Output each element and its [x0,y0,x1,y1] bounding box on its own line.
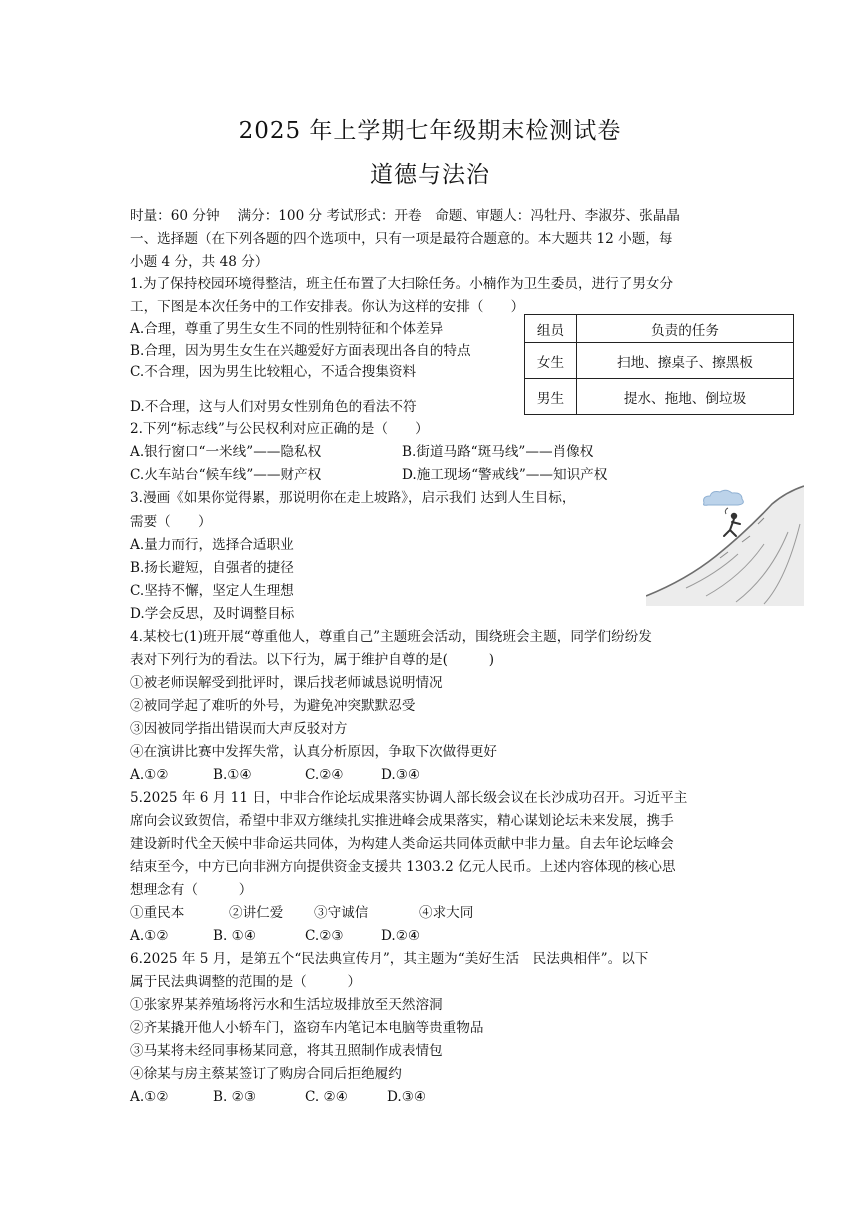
question-4-option-a: A.①② [130,767,169,783]
question-5-stem: 5.2025 年 6 月 11 日，中非合作论坛成果落实协调人部长级会议在长沙成功召开。习近平主 [130,790,688,806]
question-1-stem: 工，下图是本次任务中的工作安排表。你认为这样的安排（ ） [130,299,525,315]
question-2-option-d: D.施工现场“警戒线”——知识产权 [402,467,608,483]
question-6-item: ③马某将未经同事杨某同意，将其丑照制作成表情包 [130,1043,443,1059]
question-3-option-a: A.量力而行，选择合适职业 [130,537,294,553]
exam-title: 2025 年上学期七年级期末检测试卷 [238,118,622,144]
question-3-stem: 3.漫画《如果你觉得累，那说明你在走上坡路》，启示我们 达到人生目标， [130,490,576,506]
table-cell: 扫地、擦桌子、擦黑板 [577,343,794,379]
question-4-option-b: B.①④ [213,767,252,783]
question-4-stem: 4.某校七(1)班开展“尊重他人，尊重自己”主题班会活动，围绕班会主题，同学们纷纷发 [130,629,652,645]
question-2-option-c: C.火车站台“候车线”——财产权 [130,467,322,483]
question-1-option-a: A.合理，尊重了男生女生不同的性别特征和个体差异 [130,321,444,337]
question-6-stem: 属于民法典调整的范围的是（ ） [130,974,362,990]
question-6-item: ④徐某与房主蔡某签订了购房合同后拒绝履约 [130,1066,402,1082]
question-5-stem: 席向会议致贺信，希望中非双方继续扎实推进峰会成果落实，精心谋划论坛未来发展，携手 [130,813,674,829]
question-5-option-b: B. ①④ [213,928,257,944]
question-4-option-d: D.③④ [381,767,421,783]
task-table [524,314,794,415]
question-6-option-a: A.①② [130,1089,169,1105]
question-4-stem: 表对下列行为的看法。以下行为，属于维护自尊的是( ) [130,652,495,668]
question-4-option-c: C.②④ [305,767,344,783]
question-6-item: ①张家界某养殖场将污水和生活垃圾排放至天然溶洞 [130,997,443,1013]
question-5-option-c: C.②③ [305,928,344,944]
table-cell: 提水、拖地、倒垃圾 [577,379,794,415]
question-4-item: ②被同学起了难听的外号，为避免冲突默默忍受 [130,698,416,714]
question-2-stem: 2.下列“标志线”与公民权利对应正确的是（ ） [130,421,429,437]
exam-subject: 道德与法治 [370,162,490,188]
uphill-climber-illustration [646,484,804,606]
question-1-stem: 1.为了保持校园环境得整洁，班主任布置了大扫除任务。小楠作为卫生委员，进行了男女分 [130,276,674,292]
table-header-cell: 负责的任务 [577,315,794,343]
question-5-item: ③守诚信 [314,905,369,921]
question-3-option-b: B.扬长避短，自强者的捷径 [130,560,294,576]
question-4-item: ③因被同学指出错误而大声反驳对方 [130,721,348,737]
question-5-item: ②讲仁爱 [229,905,284,921]
question-1-option-c: C.不合理，因为男生比较粗心，不适合搜集资料 [130,364,417,380]
exam-meta: 时量：60 分钟 满分：100 分 考试形式：开卷 命题、审题人：冯牡丹、李淑芬、张晶晶 [130,208,680,224]
table-row [525,379,794,415]
question-5-stem: 结束至今，中方已向非洲方向提供资金支援共 1303.2 亿元人民币。上述内容体现的核心思 [130,859,676,875]
question-2-option-a: A.银行窗口“一米线”——隐私权 [130,444,322,460]
question-5-option-d: D.②④ [381,928,421,944]
question-1-option-d: D.不合理，这与人们对男女性别角色的看法不符 [130,399,417,415]
section-intro: 小题 4 分，共 48 分） [130,254,269,270]
question-2-option-b: B.街道马路“斑马线”——肖像权 [402,444,594,460]
question-3-stem: 需要（ ） [130,514,212,530]
question-6-stem: 6.2025 年 5 月，是第五个“民法典宣传月”，其主题为“美好生活 民法典相伴”。以下 [130,951,649,967]
question-6-option-d: D.③④ [387,1089,427,1105]
question-5-item: ④求大同 [419,905,474,921]
question-5-stem: 想理念有（ ） [130,882,253,898]
question-6-item: ②齐某撬开他人小轿车门，盗窃车内笔记本电脑等贵重物品 [130,1020,484,1036]
question-5-stem: 建设新时代全天候中非命运共同体，为构建人类命运共同体贡献中非力量。自去年论坛峰会 [130,836,674,852]
table-header-row [525,315,794,343]
question-6-option-b: B. ②③ [213,1089,257,1105]
question-3-option-c: C.坚持不懈，坚定人生理想 [130,583,294,599]
question-5-option-a: A.①② [130,928,169,944]
section-intro: 一、选择题（在下列各题的四个选项中，只有一项是最符合题意的。本大题共 12 小题，每 [130,231,673,247]
table-row [525,343,794,379]
table-header-cell: 组员 [525,315,577,343]
question-3-option-d: D.学会反思，及时调整目标 [130,606,295,622]
question-4-item: ④在演讲比赛中发挥失常，认真分析原因，争取下次做得更好 [130,744,498,760]
question-4-item: ①被老师误解受到批评时，课后找老师诚恳说明情况 [130,675,443,691]
question-1-option-b: B.合理，因为男生女生在兴趣爱好方面表现出各自的特点 [130,343,471,359]
table-cell: 男生 [525,379,577,415]
table-cell: 女生 [525,343,577,379]
question-6-option-c: C. ②④ [305,1089,348,1105]
question-5-item: ①重民本 [130,905,185,921]
